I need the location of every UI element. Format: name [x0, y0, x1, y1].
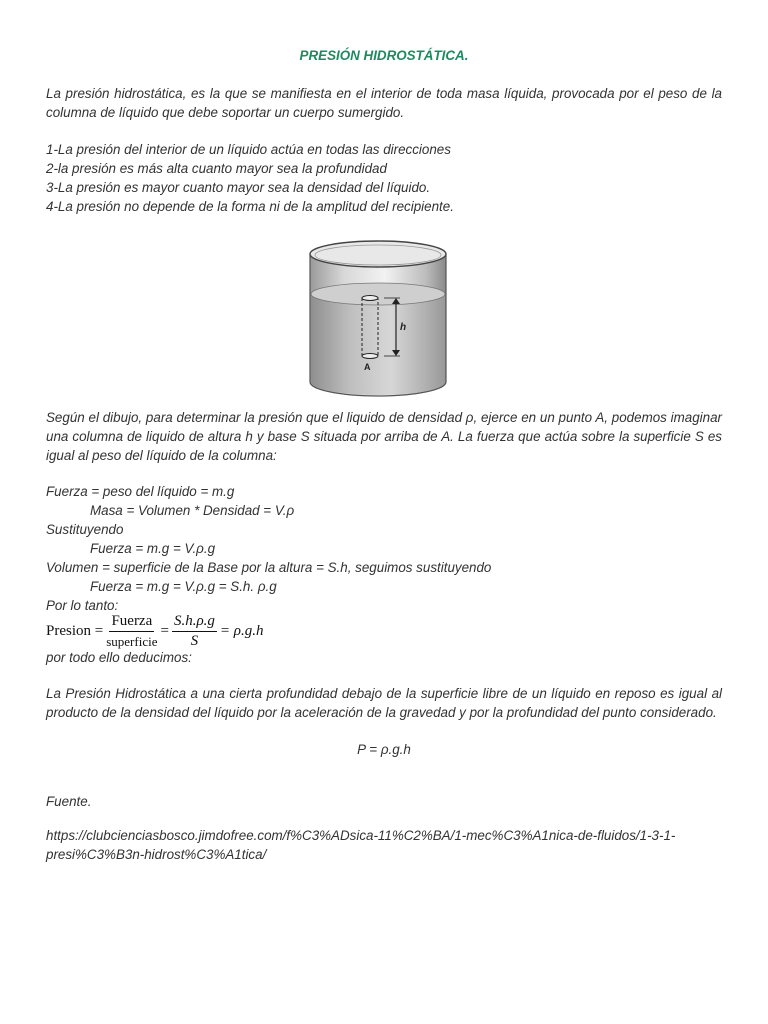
final-equation: P = ρ.g.h	[357, 742, 411, 757]
formula-lhs: Presion =	[46, 622, 104, 639]
fraction-denominator: S	[190, 632, 199, 649]
formula-equals: =	[160, 622, 169, 639]
pressure-formula	[46, 610, 296, 652]
point-label: A	[364, 362, 371, 372]
intro-paragraph: La presión hidrostática, es la que se manifiesta en el interior de toda masa líquida, provocada por el peso de la columna de líquido que debe soportar un cuerpo sumergido.	[46, 86, 722, 120]
derivation-line: Volumen = superficie de la Base por la altura = S.h, seguimos sustituyendo	[46, 560, 492, 575]
source-url-line[interactable]: presi%C3%B3n-hidrost%C3%A1tica/	[46, 847, 267, 862]
source-label: Fuente.	[46, 794, 92, 809]
derivation-line: Fuerza = m.g = V.ρ.g	[90, 541, 216, 556]
property-item: 1-La presión del interior de un líquido actúa en todas las direcciones	[46, 142, 451, 157]
derivation-steps	[46, 482, 722, 615]
explanation-paragraph: Según el dibujo, para determinar la presión que el liquido de densidad ρ, ejerce en un punto A, podemos imaginar una columna de liquido de altura h y base S situada por arriba de A. La fuerza que actúa sobre la superficie S es igual al peso del líquido de la columna:	[46, 410, 722, 463]
property-item: 4-La presión no depende de la forma ni de la amplitud del recipiente.	[46, 199, 454, 214]
fraction-force-area	[106, 613, 157, 650]
derivation-line: Por lo tanto:	[46, 598, 119, 613]
derivation-line: Fuerza = peso del líquido = m.g	[46, 484, 235, 499]
deduce-line: por todo ello deducimos:	[46, 650, 192, 665]
fraction-numerator: S.h.ρ.g	[172, 613, 217, 632]
derivation-line: Fuerza = m.g = V.ρ.g = S.h. ρ.g	[90, 579, 277, 594]
source-url[interactable]	[46, 826, 722, 864]
properties-list	[46, 140, 722, 216]
derivation-line: Sustituyendo	[46, 522, 124, 537]
property-item: 2-la presión es más alta cuanto mayor sea la profundidad	[46, 161, 387, 176]
derivation-line: Masa = Volumen * Densidad = V.ρ	[90, 503, 295, 518]
fraction-denominator: superficie	[106, 633, 158, 649]
formula-rhs: = ρ.g.h	[219, 622, 264, 639]
cylinder-figure	[304, 236, 452, 400]
page-title: PRESIÓN HIDROSTÁTICA.	[299, 48, 469, 63]
property-item: 3-La presión es mayor cuanto mayor sea la densidad del líquido.	[46, 180, 431, 195]
fraction-expanded	[172, 613, 217, 650]
height-label: h	[400, 322, 407, 333]
fraction-numerator: Fuerza	[109, 613, 154, 632]
conclusion-paragraph: La Presión Hidrostática a una cierta profundidad debajo de la superficie libre de un líquido en reposo es igual al producto de la densidad del líquido por la aceleración de la gravedad y por la profundidad del punto considerado.	[46, 686, 722, 720]
source-url-line[interactable]: https://clubcienciasbosco.jimdofree.com/f%C3%ADsica-11%C2%BA/1-mec%C3%A1nica-de-fluidos/1-3-1-	[46, 828, 676, 843]
